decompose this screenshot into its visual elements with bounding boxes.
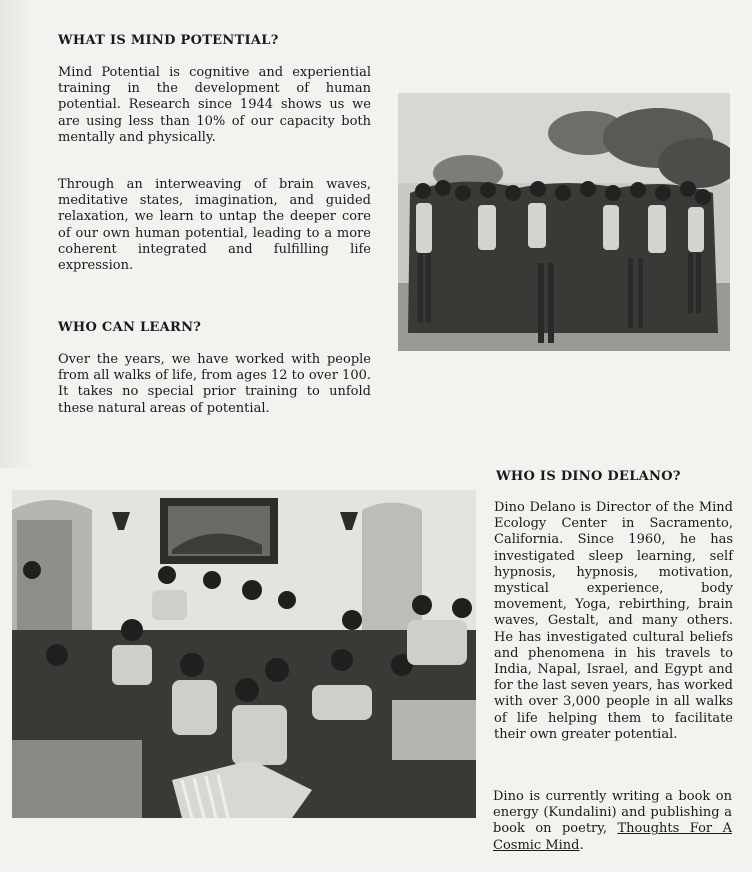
who-can-learn-paragraph: Over the years, we have worked with people from all walks of life, from ages 12 to over 100. It takes no special prior training to unfold these natural areas of potential. bbox=[58, 352, 371, 416]
dino-delano-paragraph-2 bbox=[493, 789, 732, 854]
group-circle-photo-illustration bbox=[398, 93, 730, 351]
group-circle-outdoor-photo bbox=[398, 93, 730, 351]
heading-what-is-mind-potential: WHAT IS MIND POTENTIAL? bbox=[58, 33, 279, 48]
dino-delano-paragraph-2-text: Dino is currently writing a book on energy (Kundalini) and publishing a book on poetry, bbox=[493, 789, 732, 837]
mind-potential-paragraph-2: Through an interweaving of brain waves, meditative states, imagination, and guided relaxation, we learn to untap the deeper core of our own human potential, leading to a more coherent integrated and fulfilling life expression. bbox=[58, 177, 371, 274]
seminar-room-group-photo bbox=[12, 490, 476, 818]
book-title-suffix: . bbox=[579, 837, 584, 853]
heading-who-is-dino-delano: WHO IS DINO DELANO? bbox=[496, 469, 681, 484]
seminar-room-photo-illustration bbox=[12, 490, 476, 818]
page-edge-shadow bbox=[0, 0, 34, 468]
dino-delano-paragraph-1: Dino Delano is Director of the Mind Ecology Center in Sacramento, California. Since 1960, he has investigated sleep learning, self hypnosis, hypnosis, motivation, mystical experience, body movement, Yoga, rebirthing, brain waves, Gestalt, and many others. He has investigated cultural beliefs and phenomena in his travels to India, Napal, Israel, and Egypt and for the last seven years, has worked with over 3,000 people in all walks of life helping them to facilitate their own greater potential. bbox=[494, 500, 733, 742]
heading-who-can-learn: WHO CAN LEARN? bbox=[58, 320, 202, 335]
mind-potential-paragraph-1: Mind Potential is cognitive and experiential training in the development of human potential. Research since 1944 shows us we are using less than 10% of our capacity both mentally and physically. bbox=[58, 65, 371, 145]
book-title: Thoughts For A Cosmic Mind bbox=[493, 821, 732, 853]
